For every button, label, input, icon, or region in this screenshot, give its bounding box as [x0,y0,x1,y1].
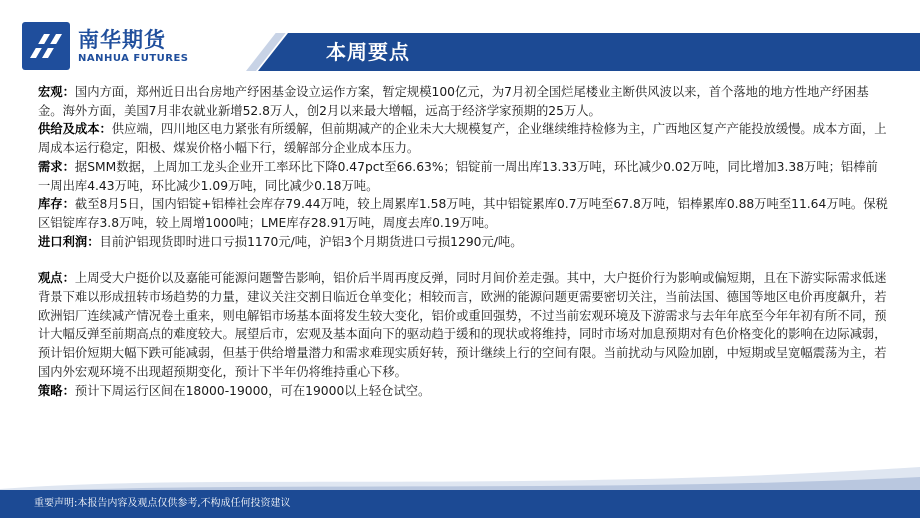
section-label: 观点： [38,271,75,286]
brand-name-en: NANHUA FUTURES [78,52,189,64]
paragraph-gap [38,251,890,269]
section-strategy [38,382,890,401]
section-text: 供应端，四川地区电力紧张有所缓解，但前期减产的企业未大大规模复产，企业继续维持检修为主，广西地区复产产能投放缓慢。成本方面，上周成本运行稳定，阳极、煤炭价格小幅下行，缓解部分企业成本压力。 [38,122,887,156]
section-supply-cost [38,120,890,157]
company-logo [22,22,189,70]
section-label: 库存： [38,197,75,212]
section-text: 预计下周运行区间在18000-19000，可在19000以上轻仓试空。 [74,383,431,398]
title-bar-slant [258,33,288,71]
section-label: 策略： [38,383,75,398]
section-text: 截至8月5日，国内铝锭+铝棒社会库存79.44万吨，较上周累库1.58万吨，其中铝锭累库0.7万吨至67.8万吨，铝棒累库0.88万吨至11.64万吨。保税区铝锭库存3.8万吨，较上周增1000吨；LME库存28.91万吨，周度去库0.19万吨。 [38,197,888,230]
section-text: 目前沪铝现货即时进口亏损1170元/吨，沪铝3个月期货进口亏损1290元/吨。 [99,234,523,249]
section-import-profit [38,233,890,252]
footer-wave-decoration [0,463,920,493]
section-label: 宏观： [38,85,75,99]
section-label: 需求： [38,159,75,174]
section-macro [38,83,890,120]
section-text: 上周受大户挺价以及嘉能可能源问题警告影响，铝价后半周再度反弹，同时月间价差走强。其中，大户挺价行为影响或偏短期，且在下游实际需求低迷背景下难以形成扭转市场趋势的力量，建议关注交割日临近仓单变化；相较而言，欧洲的能源问题更需要密切关注，当前法国、德国等地区电价再度飙升，若欧洲铝厂连续减产情况卷土重来，则电解铝市场基本面将发生较大变化，铝价或重回强势，不过当前宏观环境及下游需求与去年年底至今年年初有所不同，预计大幅反弹至前期高点的难度较大。展望后市，宏观及基本面向下的驱动趋于缓和的现状或将维持，同时市场对加息预期对有色价格变化的影响在边际减弱，预计铝价短期大幅下跌可能减弱，但基于供给增量潜力和需求难现实质好转，预计继续上行的空间有限。当前扰动与风险加剧，中短期或呈宽幅震荡为主，若国内外宏观环境不出现超预期变化，预计下半年仍将维持重心下移。 [38,271,887,379]
section-label: 供给及成本： [38,122,112,137]
section-view [38,269,890,381]
report-body [38,83,890,400]
section-text: 据SMM数据，上周加工龙头企业开工率环比下降0.47pct至66.63%；铝锭前一周出库13.33万吨，环比减少0.02万吨，同比增加3.38万吨；铝棒前一周出库4.43万吨，环比减少1.09万吨，同比减少0.18万吨。 [38,159,878,193]
section-inventory [38,195,890,232]
brand-name-cn: 南华期货 [78,27,166,52]
section-demand [38,158,890,195]
slide-title: 本周要点 [326,40,410,64]
footer-disclaimer: 重要声明:本报告内容及观点仅供参考,不构成任何投资建议 [34,498,291,509]
section-text: 国内方面，郑州近日出台房地产纾困基金设立运作方案，暂定规模100亿元，为7月初全国烂尾楼业主断供风波以来，首个落地的地方性地产纾困基金。海外方面，美国7月非农就业新增52.8万人，创2月以来最大增幅，远高于经济学家预期的25万人。 [38,85,869,118]
section-label: 进口利润： [38,234,100,249]
nanhua-logo-icon [22,22,70,70]
slide-header [0,0,920,80]
